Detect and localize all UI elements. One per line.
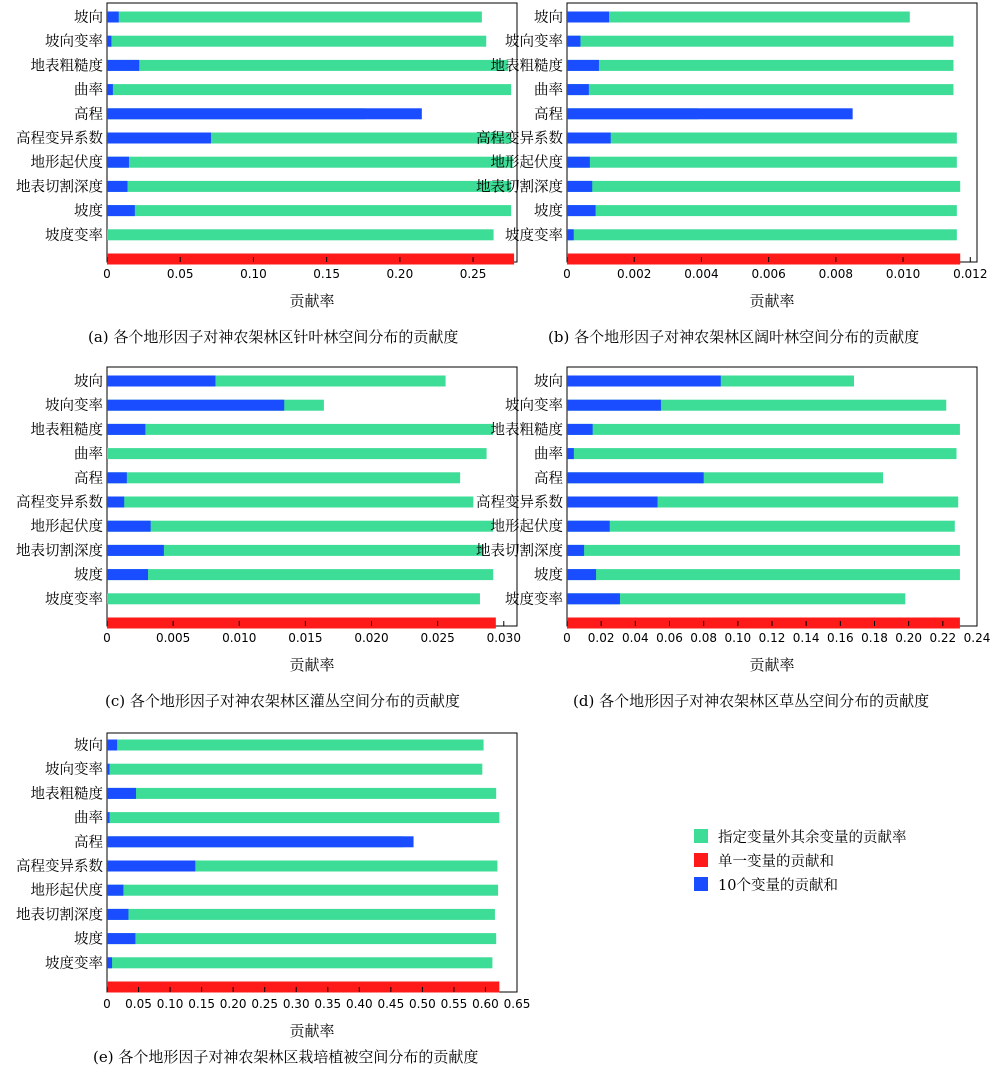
category-label: 坡度 [74, 567, 103, 584]
bar-ten [107, 108, 422, 119]
category-label: 坡向 [534, 10, 563, 26]
bar-ten [567, 157, 590, 168]
x-tick-label: 0.002 [617, 267, 652, 281]
x-tick-label: 0.004 [684, 267, 719, 281]
category-label: 坡度 [74, 203, 103, 220]
bar-single [567, 254, 960, 265]
x-tick-label: 0 [103, 631, 111, 645]
bar-ten [567, 84, 589, 95]
bar-rest [567, 60, 953, 71]
bar-rest [567, 448, 957, 459]
legend [694, 824, 907, 896]
bar-rest [107, 448, 487, 459]
bar-rest [107, 933, 496, 944]
bar-ten [107, 376, 215, 387]
x-tick-label: 0 [103, 997, 111, 1011]
bar-rest [567, 36, 953, 47]
bar-ten [107, 933, 135, 944]
caption-b: (b) 各个地形因子对神农架林区阔叶林空间分布的贡献度 [548, 328, 920, 346]
bar-ten [567, 376, 721, 387]
legend-item-rest [694, 824, 907, 848]
bar-rest [107, 205, 511, 216]
bar-ten [107, 836, 414, 847]
bar-rest [107, 36, 486, 47]
bar-rest [107, 812, 499, 823]
category-label: 地表粗糙度 [490, 422, 563, 439]
x-tick-label: 0.16 [826, 631, 854, 645]
bar-ten [567, 569, 596, 580]
bar-single [107, 982, 499, 993]
bar-rest [107, 957, 492, 968]
bar-rest [567, 424, 960, 435]
bar-rest [567, 12, 910, 23]
bar-ten [567, 108, 853, 119]
bar-rest [107, 84, 511, 95]
bar-ten [107, 909, 128, 920]
caption-e: (e) 各个地形因子对神农架林区栽培植被空间分布的贡献度 [93, 1048, 479, 1066]
x-tick-label: 0.15 [313, 267, 341, 281]
bar-rest [107, 593, 480, 604]
bar-ten [107, 133, 211, 144]
bar-ten [107, 957, 112, 968]
category-label: 高程 [74, 106, 103, 123]
x-tick-label: 0 [563, 267, 571, 281]
x-axis-title: 贡献率 [289, 292, 335, 310]
legend-swatch-single [694, 853, 708, 867]
category-label: 地形起伏度 [30, 519, 103, 536]
x-axis-title: 贡献率 [289, 656, 335, 674]
legend-swatch-rest [694, 829, 708, 843]
category-label: 坡向变率 [45, 398, 103, 415]
bar-single [107, 254, 514, 265]
x-tick-label: 0.12 [758, 631, 786, 645]
bar-rest [107, 788, 496, 799]
bar-rest [107, 12, 482, 23]
bar-ten [567, 521, 610, 532]
bar-ten [567, 181, 592, 192]
x-tick-label: 0.05 [125, 997, 152, 1011]
category-label: 曲率 [74, 446, 103, 463]
x-tick-label: 0.20 [219, 997, 247, 1011]
category-label: 高程 [74, 470, 103, 487]
category-label: 高程 [534, 470, 563, 487]
bar-ten [567, 448, 574, 459]
bar-ten [107, 36, 111, 47]
bar-rest [107, 424, 493, 435]
x-tick-label: 0.10 [240, 267, 267, 281]
category-label: 地形起伏度 [490, 155, 563, 172]
bar-ten [107, 740, 117, 751]
x-tick-label: 0.012 [953, 267, 988, 281]
x-tick-label: 0.04 [621, 631, 649, 645]
bar-ten [567, 60, 599, 71]
x-tick-label: 0.45 [377, 997, 405, 1011]
x-tick-label: 0.25 [459, 267, 487, 281]
bar-ten [107, 812, 110, 823]
bar-ten [107, 400, 284, 411]
bar-rest [107, 764, 482, 775]
x-tick-label: 0.24 [963, 631, 991, 645]
category-label: 地表粗糙度 [490, 58, 563, 75]
bar-rest [107, 740, 484, 751]
bar-ten [567, 497, 658, 508]
category-label: 坡度变率 [45, 955, 103, 972]
category-label: 曲率 [74, 810, 103, 827]
bar-ten [567, 205, 596, 216]
legend-label-ten: 10个变量的贡献和 [718, 877, 838, 894]
bar-ten [567, 133, 611, 144]
x-tick-label: 0.010 [885, 267, 921, 281]
category-label: 地形起伏度 [30, 155, 103, 172]
bar-rest [107, 521, 493, 532]
caption-c: (c) 各个地形因子对神农架林区灌丛空间分布的贡献度 [105, 692, 460, 710]
x-tick-label: 0.65 [503, 997, 531, 1011]
x-tick-label: 0.025 [420, 631, 455, 645]
bar-ten [107, 157, 129, 168]
bar-ten [107, 205, 135, 216]
x-tick-label: 0.02 [587, 631, 615, 645]
category-label: 地表切割深度 [16, 179, 103, 196]
category-label: 坡度 [74, 931, 103, 948]
bar-rest [107, 909, 495, 920]
bar-rest [107, 497, 473, 508]
bar-rest [567, 133, 957, 144]
bar-rest [567, 545, 960, 556]
x-tick-label: 0.15 [188, 997, 215, 1011]
category-label: 地表粗糙度 [30, 786, 103, 803]
bar-ten [567, 472, 704, 483]
category-label: 坡向变率 [45, 762, 103, 779]
bar-rest [567, 181, 960, 192]
category-label: 高程变异系数 [16, 495, 103, 511]
category-label: 高程 [74, 834, 103, 851]
caption-d: (d) 各个地形因子对神农架林区草丛空间分布的贡献度 [573, 692, 930, 710]
x-tick-label: 0.18 [861, 631, 888, 645]
x-tick-label: 0.08 [690, 631, 718, 645]
x-tick-label: 0 [103, 267, 111, 281]
category-label: 曲率 [74, 82, 103, 99]
x-tick-label: 0.25 [251, 997, 279, 1011]
bar-rest [107, 157, 513, 168]
x-tick-label: 0.20 [895, 631, 923, 645]
bar-ten [107, 497, 124, 508]
bar-ten [107, 60, 139, 71]
category-label: 地形起伏度 [30, 883, 103, 900]
category-label: 坡度变率 [45, 227, 103, 244]
x-tick-label: 0.55 [440, 997, 468, 1011]
x-tick-label: 0.30 [282, 997, 310, 1011]
legend-label-single: 单一变量的贡献和 [718, 853, 834, 870]
x-axis-title: 贡献率 [749, 656, 795, 674]
category-label: 高程 [534, 106, 563, 123]
bar-ten [107, 545, 164, 556]
category-label: 坡向变率 [505, 398, 563, 415]
category-label: 坡度变率 [505, 227, 563, 244]
category-label: 坡度 [534, 203, 563, 220]
bar-ten [567, 229, 574, 240]
bar-rest [567, 84, 953, 95]
category-label: 坡向变率 [45, 34, 103, 51]
bar-ten [107, 472, 127, 483]
bar-rest [107, 472, 460, 483]
bar-ten [107, 181, 128, 192]
x-axis-title: 贡献率 [289, 1022, 335, 1040]
x-tick-label: 0.14 [792, 631, 820, 645]
bar-rest [567, 229, 957, 240]
x-tick-label: 0.005 [155, 631, 191, 645]
x-tick-label: 0.010 [222, 631, 257, 645]
bar-ten [107, 12, 119, 23]
x-tick-label: 0.008 [818, 267, 854, 281]
category-label: 坡度 [534, 567, 563, 584]
bar-ten [567, 593, 620, 604]
bar-rest [107, 60, 508, 71]
category-label: 高程变异系数 [476, 495, 563, 511]
x-tick-label: 0.50 [409, 997, 436, 1011]
category-label: 坡向 [534, 374, 563, 390]
bar-single [567, 618, 960, 629]
x-tick-label: 0.10 [156, 997, 184, 1011]
bar-rest [567, 521, 955, 532]
category-label: 曲率 [534, 82, 563, 99]
bar-rest [107, 569, 493, 580]
legend-item-ten [694, 872, 907, 896]
bar-ten [567, 424, 593, 435]
bar-ten [107, 424, 145, 435]
x-tick-label: 0.030 [486, 631, 521, 645]
category-label: 地表切割深度 [476, 543, 563, 560]
legend-label-rest: 指定变量外其余变量的贡献率 [718, 829, 907, 846]
x-tick-label: 0.05 [166, 267, 194, 281]
bar-ten [107, 569, 148, 580]
category-label: 高程变异系数 [476, 131, 563, 147]
category-label: 高程变异系数 [16, 859, 103, 875]
bar-ten [107, 885, 123, 896]
category-label: 地表切割深度 [16, 543, 103, 560]
bar-rest [107, 229, 494, 240]
x-tick-label: 0.20 [386, 267, 414, 281]
category-label: 坡向变率 [505, 34, 563, 51]
bar-rest [567, 569, 960, 580]
category-label: 坡向 [74, 10, 103, 26]
bar-rest [107, 885, 498, 896]
x-tick-label: 0.020 [354, 631, 389, 645]
x-tick-label: 0.35 [314, 997, 342, 1011]
bar-rest [107, 181, 511, 192]
category-label: 地表粗糙度 [30, 58, 103, 75]
legend-swatch-ten [694, 877, 708, 891]
bar-rest [567, 205, 957, 216]
category-label: 坡度变率 [505, 591, 563, 608]
bar-ten [567, 12, 609, 23]
bar-ten [107, 861, 195, 872]
bar-ten [567, 400, 661, 411]
x-tick-label: 0.006 [751, 267, 786, 281]
caption-a: (a) 各个地形因子对神农架林区针叶林空间分布的贡献度 [88, 328, 459, 346]
category-label: 高程变异系数 [16, 131, 103, 147]
x-tick-label: 0.10 [724, 631, 752, 645]
bar-rest [567, 157, 957, 168]
category-label: 坡向 [74, 738, 103, 754]
category-label: 地形起伏度 [490, 519, 563, 536]
category-label: 曲率 [534, 446, 563, 463]
x-axis-title: 贡献率 [749, 292, 795, 310]
x-tick-label: 0.015 [288, 631, 323, 645]
category-label: 地表切割深度 [476, 179, 563, 196]
legend-item-single [694, 848, 907, 872]
bar-ten [107, 521, 151, 532]
bar-ten [107, 764, 110, 775]
category-label: 地表切割深度 [16, 907, 103, 924]
bar-ten [107, 84, 113, 95]
bar-ten [107, 788, 136, 799]
bar-ten [567, 36, 580, 47]
bar-ten [567, 545, 584, 556]
category-label: 坡向 [74, 374, 103, 390]
x-tick-label: 0.40 [345, 997, 373, 1011]
x-tick-label: 0.06 [656, 631, 683, 645]
x-tick-label: 0 [563, 631, 571, 645]
x-tick-label: 0.22 [929, 631, 957, 645]
category-label: 坡度变率 [45, 591, 103, 608]
x-tick-label: 0.60 [472, 997, 499, 1011]
category-label: 地表粗糙度 [30, 422, 103, 439]
